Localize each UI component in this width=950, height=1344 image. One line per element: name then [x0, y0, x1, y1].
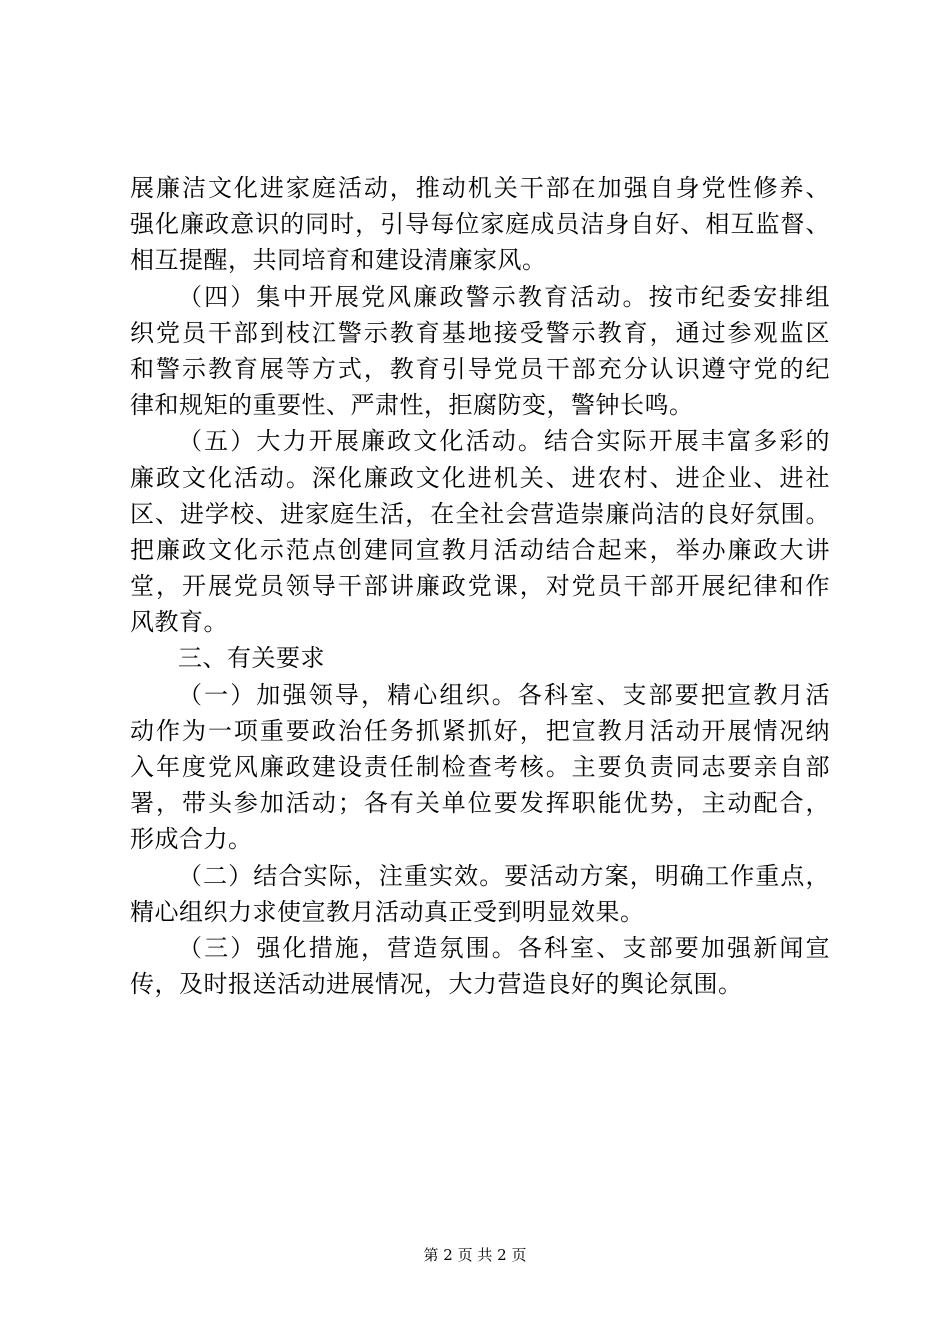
text-line: 织党员干部到枝江警示教育基地接受警示教育，通过参观监区: [130, 318, 830, 347]
text-line: 三、有关要求: [178, 644, 325, 673]
text-line: 强化廉政意识的同时，引导每位家庭成员洁身自好、相互监督、: [130, 210, 830, 239]
paragraph: [130, 170, 830, 279]
paragraph: [130, 640, 830, 676]
text-line: （五）大力开展廉政文化活动。结合实际开展丰富多彩的: [178, 427, 830, 456]
text-line: 入年度党风廉政建设责任制检查考核。主要负责同志要亲自部: [130, 753, 830, 781]
text-line: 署，带头参加活动；各有关单位要发挥职能优势，主动配合，: [130, 789, 830, 818]
paragraph: [130, 279, 830, 424]
paragraph: [130, 930, 830, 1002]
text-line: 堂，开展党员领导干部讲廉政党课，对党员干部开展纪律和作: [130, 572, 830, 601]
text-line: 形成合力。: [130, 825, 253, 854]
text-line: 廉政文化活动。深化廉政文化进机关、进农村、进企业、进社: [130, 463, 830, 492]
text-line: （三）强化措施，营造氛围。各科室、支部要加强新闻宣: [178, 933, 830, 962]
text-line: 风教育。: [130, 608, 228, 637]
text-line: （四）集中开展党风廉政警示教育活动。按市纪委安排组: [178, 282, 830, 311]
paragraph: [130, 677, 830, 858]
paragraph: [130, 858, 830, 930]
text-line: 区、进学校、进家庭生活，在全社会营造崇廉尚洁的良好氛围。: [130, 499, 830, 528]
page-footer: [0, 1244, 950, 1265]
text-line: 传，及时报送活动进展情况，大力营造良好的舆论氛围。: [130, 970, 743, 999]
page-number-label: 第 2 页 共 2 页: [423, 1246, 527, 1264]
document-body: [130, 170, 830, 1002]
paragraph: [130, 423, 830, 640]
text-line: 动作为一项重要政治任务抓紧抓好，把宣教月活动开展情况纳: [130, 716, 830, 745]
text-line: 精心组织力求使宣教月活动真正受到明显效果。: [130, 897, 645, 926]
text-line: 把廉政文化示范点创建同宣教月活动结合起来，举办廉政大讲: [130, 535, 830, 564]
text-line: （一）加强领导，精心组织。各科室、支部要把宣教月活: [178, 680, 830, 709]
text-line: 和警示教育展等方式，教育引导党员干部充分认识遵守党的纪: [130, 354, 830, 383]
text-line: 相互提醒，共同培育和建设清廉家风。: [130, 246, 547, 275]
text-line: 律和规矩的重要性、严肃性，拒腐防变，警钟长鸣。: [130, 391, 694, 420]
text-line: （二）结合实际，注重实效。要活动方案，明确工作重点，: [178, 861, 830, 890]
text-line: 展廉洁文化进家庭活动，推动机关干部在加强自身党性修养、: [130, 174, 830, 202]
